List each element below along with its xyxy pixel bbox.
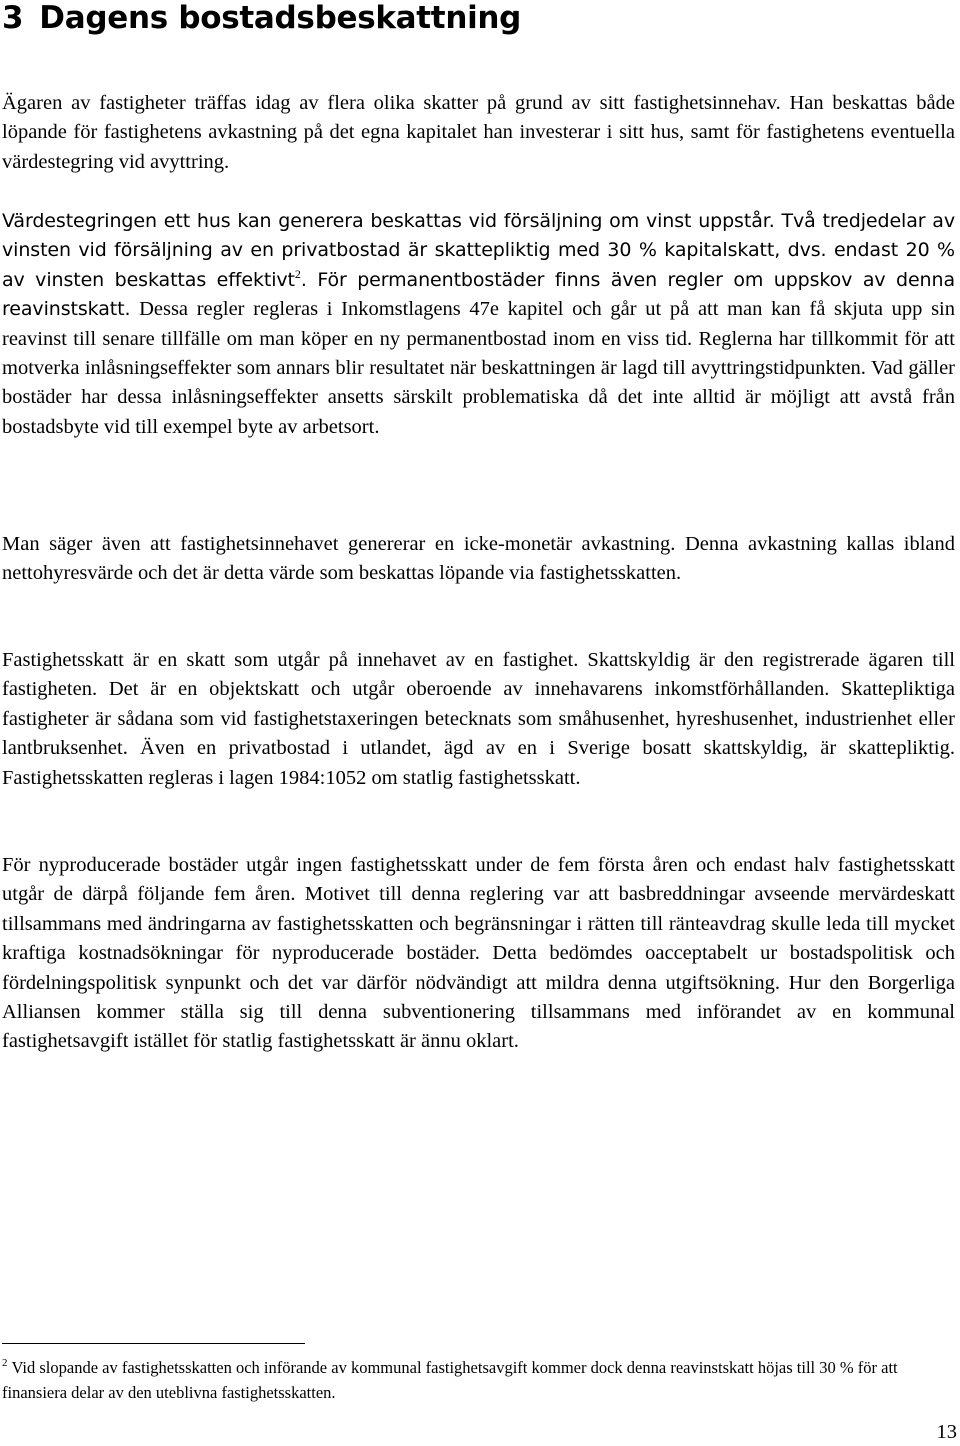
paragraph-ownership-taxes: Ägaren av fastigheter träffas idag av flera olika skatter på grund av sitt fastighetsinnehav. Han beskattas både löpande för fastighetens avkastning på det egna kapitalet han investerar i sitt hus, samt för fastighetens eventuella värdestegring vid avyttring. [2,92,955,173]
page-number: 13 [936,1421,957,1443]
chapter-number: 3 [2,0,24,36]
chapter-heading [2,0,521,36]
footnote-reference[interactable]: 2 [294,266,301,281]
paragraph-capital-gains-detail: Två tredjedelar av vinsten vid försäljning av en privatbostad är skattepliktig med 30 % kapitalskatt, dvs. endast 20 % av vinsten beskattas effektivt [2,210,955,291]
paragraph-property-tax: Fastighetsskatt är en skatt som utgår på innehavet av en fastighet. Skattskyldig är den registrerade ägaren till fastigheten. Det är en objektskatt och utgår oberoende av innehavarens inkomstförhållanden. Skattepliktiga fastigheter är sådana som vid fastighetstaxeringen betecknats som småhusenhet, hyreshusenhet, industrienhet eller lantbruksenhet. Även en privatbostad i utlandet, ägd av en i Sverige bosatt skattskyldig, är skattepliktig. Fastighetsskatten regleras i lagen 1984:1052 om statlig fastighetsskatt. [2,649,955,789]
chapter-title: Dagens bostadsbeskattning [39,0,522,36]
footnote-divider [2,1343,305,1344]
paragraph-capital-gains-deferral: . För permanentbostäder finns även regler om uppskov av denna reavinstskatt. [2,268,955,321]
footnote [2,1355,955,1405]
footnote-text: Vid slopande av fastighetsskatten och införande av kommunal fastighetsavgift kommer dock denna reavinstskatt höjas till 30 % för att finansiera delar av den uteblivna fastighetsskatten. [2,1358,898,1402]
footnote-number: 2 [2,1357,8,1369]
paragraph-capital-gains-rules: Dessa regler regleras i Inkomstlagens 47e kapitel och går ut på att man kan få skjuta upp sin reavinst till senare tillfälle om man köper en ny permanentbostad inom en viss tid. Reglerna har tillkommit för att motverka inlåsningseffekter som annars blir resultatet när beskattningen är lagd till avyttringstidpunkten. Vad gäller bostäder har dessa inlåsningseffekter ansetts särskilt problematiska då det inte alltid är möjligt att avstå från bostadsbyte vid till exempel byte av arbetsort. [2,298,955,438]
paragraph-capital-gains-lead: Värdestegringen ett hus kan generera beskattas vid försäljning om vinst uppstår. [2,210,775,232]
paragraph-new-construction: För nyproducerade bostäder utgår ingen fastighetsskatt under de fem första åren och endast halv fastighetsskatt utgår de därpå följande fem åren. Motivet till denna reglering var att basbreddningar avseende mervärdeskatt tillsammans med ändringarna av fastighetsskatten och begränsningar i rätten till ränteavdrag skulle leda till mycket kraftiga kostnadsökningar för nyproducerade bostäder. Detta bedömdes oacceptabelt ur bostadspolitisk och fördelningspolitisk synpunkt och det var därför nödvändigt att mildra denna utgiftsökning. Hur den Borgerliga Alliansen kommer ställa sig till denna subventionering tillsammans med införandet av en kommunal fastighetsavgift istället för statlig fastighetsskatt är ännu oklart. [2,854,955,1053]
paragraph-imputed-rent: Man säger även att fastighetsinnehavet genererar en icke-monetär avkastning. Denna avkastning kallas ibland nettohyresvärde och det är detta värde som beskattas löpande via fastighetsskatten. [2,533,955,585]
paragraph-capital-gains [2,207,955,442]
